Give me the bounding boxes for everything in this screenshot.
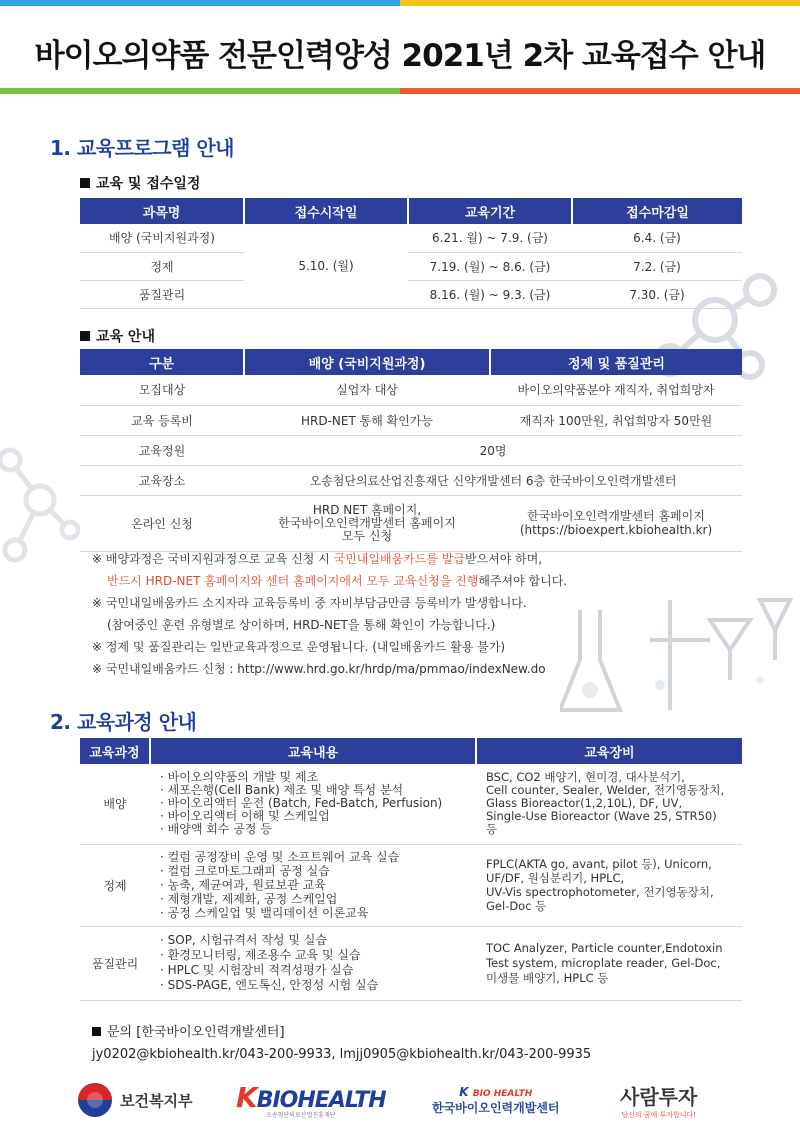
period-cell: 6.21. 월) ~ 7.9. (금)	[408, 224, 572, 252]
course-table	[80, 738, 742, 1001]
table-row	[80, 435, 742, 465]
table-row	[80, 764, 742, 844]
header-subject: 과목명	[80, 198, 244, 224]
culture-cell: 실업자 대상	[244, 375, 490, 405]
equipment-cell: FPLC(AKTA go, avant, pilot 등), Unicorn, UF/DF, 원심분리기, HPLC, UV-Vis spectrophotometer, 전기영동장치, Gel-Doc 등	[476, 844, 742, 926]
purify-cell: 재직자 100만원, 취업희망자 50만원	[490, 405, 742, 435]
deadline-cell: 6.4. (금)	[572, 224, 742, 252]
equipment-cell: BSC, CO2 배양기, 현미경, 대사분석기, Cell counter, Sealer, Welder, 전기영동장치, Glass Bioreactor(1,2,10L), DF, UV, Single-Use Bioreactor (Wave 25, STR50) 등	[476, 764, 742, 844]
subject-cell: 배양 (국비지원과정)	[80, 224, 244, 252]
period-cell: 8.16. (월) ~ 9.3. (금)	[408, 280, 572, 308]
course-cell: 정제	[80, 844, 150, 926]
content-cell: · 컬럼 공정장비 운영 및 소프트웨어 교육 실습 · 컬럼 크로마토그래피 공정 실습 · 농축, 제균여과, 원료보관 교육 · 제형개발, 제제화, 공정 스케일업 · 공정 스케일업 및 밸리데이션 이론교육	[150, 844, 476, 926]
mohw-logo: 보건복지부	[78, 1075, 192, 1125]
contact-label: 문의 [한국바이오인력개발센터]	[92, 1022, 591, 1044]
note-line: ※ 국민내일배움카드 소지자라 교육등록비 중 자비부담금만큼 등록비가 발생합니다.	[92, 596, 527, 610]
header-culture: 배양 (국비지원과정)	[244, 349, 490, 375]
kbiohealth-logo: KBIOHEALTH 오송첨단의료산업진흥재단	[236, 1081, 386, 1119]
content-cell: · 바이오의약품의 개발 및 제조 · 세포은행(Cell Bank) 제조 및 배양 특성 분석 · 바이오리액터 운전 (Batch, Fed-Batch, Perfusion) · 바이오리액터 이해 및 스케일업 · 배양액 회수 공정 등	[150, 764, 476, 844]
header-content: 교육내용	[150, 738, 476, 764]
page-title: 바이오의약품 전문인력양성 2021년 2차 교육접수 안내	[34, 38, 766, 74]
schedule-table	[80, 198, 742, 309]
table-row	[80, 844, 742, 926]
table-row	[80, 252, 742, 280]
subtitle-guide: 교육 안내	[80, 326, 155, 346]
molecule-icon	[0, 440, 80, 580]
period-cell: 7.19. (월) ~ 8.6. (금)	[408, 252, 572, 280]
table-row	[80, 375, 742, 405]
online-culture-cell: HRD NET 홈페이지, 한국바이오인력개발센터 홈페이지 모두 신청	[244, 495, 490, 551]
table-row	[80, 224, 742, 252]
deadline-cell: 7.30. (금)	[572, 280, 742, 308]
lab-flask-icon	[560, 590, 800, 720]
footer-logos	[0, 1075, 800, 1132]
subtitle-schedule: 교육 및 접수일정	[80, 173, 200, 193]
note-link-line[interactable]: ※ 국민내일배움카드 신청 : http://www.hrd.go.kr/hrdp/ma/pmmao/indexNew.do	[92, 662, 546, 676]
online-purify-cell: 한국바이오인력개발센터 홈페이지 (https://bioexpert.kbiohealth.kr)	[490, 495, 742, 551]
homepage-link[interactable]: (https://bioexpert.kbiohealth.kr)	[519, 523, 713, 537]
course-cell: 배양	[80, 764, 150, 844]
table-row	[80, 280, 742, 308]
location-cell: 오송첨단의료산업진흥재단 신약개발센터 6층 한국바이오인력개발센터	[244, 465, 742, 495]
taeguk-emblem-icon	[78, 1083, 112, 1117]
content-cell: · SOP, 시험규격서 작성 및 실습 · 환경모니터링, 제조용수 교육 및 실습 · HPLC 및 시험장비 적격성평가 실습 · SDS-PAGE, 엔도톡신, 안정성 시험 실습	[150, 926, 476, 1000]
title-underline-bar	[0, 88, 800, 94]
subject-cell: 정제	[80, 252, 244, 280]
table-row	[80, 465, 742, 495]
row-label: 교육 등록비	[80, 405, 244, 435]
purify-cell: 바이오의약품분야 재직자, 취업희망자	[490, 375, 742, 405]
section-title-course: 2. 교육과정 안내	[50, 710, 197, 734]
top-color-bar	[0, 0, 800, 12]
note-line: 반드시 HRD-NET 홈페이지와 센터 홈페이지에서 모두 교육신청을 진행해주셔야 합니다.	[107, 574, 568, 588]
start-date-cell: 5.10. (월)	[244, 224, 408, 308]
header-period: 교육기간	[408, 198, 572, 224]
guide-table	[80, 349, 742, 552]
note-line: ※ 정제 및 품질관리는 일반교육과정으로 운영됩니다. (내일배움카드 활용 불가)	[92, 640, 506, 654]
header-purify: 정제 및 품질관리	[490, 349, 742, 375]
row-label: 교육정원	[80, 435, 244, 465]
subject-cell: 품질관리	[80, 280, 244, 308]
row-label: 교육장소	[80, 465, 244, 495]
table-row	[80, 495, 742, 551]
header-course: 교육과정	[80, 738, 150, 764]
table-row	[80, 926, 742, 1000]
note-line: (참여중인 훈련 유형별로 상이하며, HRD-NET을 통해 확인이 가능합니다.)	[107, 618, 496, 632]
equipment-cell: TOC Analyzer, Particle counter,Endotoxin Test system, microplate reader, Gel-Doc, 미생물 배양기, HPLC 등	[476, 926, 742, 1000]
people-investment-logo: 사람투자 당신의 꿈에 투자합니다!	[620, 1084, 698, 1119]
header-deadline: 접수마감일	[572, 198, 742, 224]
note-line: ※ 배양과정은 국비지원과정으로 교육 신청 시 국민내일배움카드를 발급받으셔야 하며,	[92, 552, 543, 566]
row-label: 온라인 신청	[80, 495, 244, 551]
contact-block	[92, 1022, 591, 1066]
header-start: 접수시작일	[244, 198, 408, 224]
contact-info[interactable]: jy0202@kbiohealth.kr/043-200-9933, lmjj0905@kbiohealth.kr/043-200-9935	[92, 1047, 592, 1062]
header-equipment: 교육장비	[476, 738, 742, 764]
section-title-program: 1. 교육프로그램 안내	[50, 136, 234, 160]
culture-cell: HRD-NET 통해 확인가능	[244, 405, 490, 435]
capacity-cell: 20명	[244, 435, 742, 465]
row-label: 모집대상	[80, 375, 244, 405]
course-cell: 품질관리	[80, 926, 150, 1000]
table-row	[80, 405, 742, 435]
deadline-cell: 7.2. (금)	[572, 252, 742, 280]
bio-center-logo: K BIO HEALTH 한국바이오인력개발센터	[432, 1084, 560, 1115]
header-category: 구분	[80, 349, 244, 375]
notes-block	[92, 548, 567, 680]
